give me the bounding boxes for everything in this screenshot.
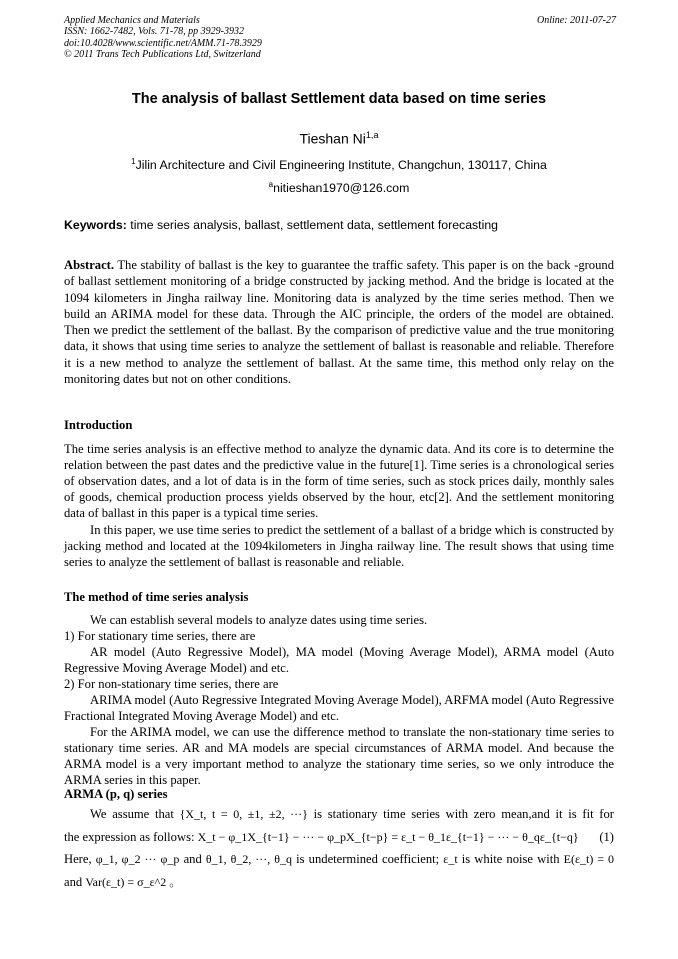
epsilon-symbol: ε_t [443, 852, 458, 866]
affiliation-superscript: 1 [131, 157, 136, 166]
arma-assumption-line [64, 806, 614, 822]
keywords-label: Keywords: [64, 218, 127, 232]
coefficient-line [64, 851, 614, 867]
introduction-heading: Introduction [64, 418, 133, 432]
abstract [64, 257, 614, 387]
method-intro: We can establish several models to analyze dates using time series. [90, 613, 428, 627]
keywords-line [64, 218, 616, 232]
white-noise-text: is white noise with [461, 852, 560, 866]
method-heading: The method of time series analysis [64, 590, 249, 604]
copyright-line: © 2011 Trans Tech Publications Ltd, Switzerland [64, 48, 261, 60]
method-item-1-text: AR model (Auto Regressive Model), MA model (Moving Average Model), ARMA model (Auto Regressive Moving Average Model) and etc. [64, 645, 614, 676]
journal-name: Applied Mechanics and Materials [64, 15, 200, 26]
arma-heading: ARMA (p, q) series [64, 787, 168, 801]
introduction-paragraph-2: In this paper, we use time series to predict the settlement of a ballast of a bridge which is constructed by jacking method and located at the 1094kilometers in Jingha railway line. The result shows that using time series to analyze the settlement of ballast is reasonable and reliable. [64, 523, 614, 570]
assume-text-a: We assume that [90, 807, 174, 821]
email-line [64, 180, 614, 195]
method-paragraph: For the ARIMA model, we can use the difference method to translate the non-stationary time series to stationary time series. AR and MA models are special circumstances of ARMA model. And because the ARMA model is a very important method to analyze the stationary time series, so we only introduce the ARMA series in this paper. [64, 725, 614, 788]
equation-line [64, 829, 614, 845]
series-set-expression: {X_t, t = 0, ±1, ±2, ···} [179, 807, 308, 821]
email-text: nitieshan1970@126.com [273, 181, 410, 196]
keywords-text: time series analysis, ballast, settlement data, settlement forecasting [130, 218, 499, 232]
and-word-2: and [64, 875, 83, 889]
issn-line: ISSN: 1662-7482, Vols. 71-78, pp 3929-3932 [64, 26, 244, 38]
method-item-1: 1) For stationary time series, there are [64, 629, 256, 643]
affiliation-text: Jilin Architecture and Civil Engineering Institute, Changchun, 130117, China [135, 158, 547, 173]
theta-coefficients: θ_1, θ_2, ···, θ_q [205, 852, 293, 866]
variance-expression: Var(ε_t) = σ_ε^2 。 [85, 875, 182, 889]
affiliation-line [64, 157, 614, 172]
expression-lead: the expression as follows: [64, 830, 195, 844]
introduction-paragraph-1: The time series analysis is an effective method to analyze the dynamic data. And its core is to determine the relation between the past dates and the predictive value in the future[1]. Time series is a chronological series of observation dates, and a lot of data is in the form of time series, such as stock prices daily, monthly sales of goods, chemical production process yields observed by the hour, etc[2]. And the settlement monitoring data of ballast in this paper is a typical time series. [64, 442, 614, 521]
equation-number: (1) [599, 830, 614, 844]
phi-coefficients: φ_1, φ_2 ··· φ_p [95, 852, 180, 866]
online-date: Online: 2011-07-27 [537, 15, 616, 26]
and-word: and [183, 852, 202, 866]
abstract-label: Abstract. [64, 258, 115, 272]
journal-header [64, 15, 616, 60]
method-item-2-text: ARIMA model (Auto Regressive Integrated Moving Average Model), ARFMA model (Auto Regressive Fractional Integrated Moving Average Model) and etc. [64, 693, 614, 724]
assume-text-b: is stationary time series with zero mean,and it is fit for [313, 807, 614, 821]
author-superscript: 1,a [365, 130, 379, 140]
paper-title: The analysis of ballast Settlement data based on time series [131, 91, 547, 107]
abstract-text: The stability of ballast is the key to guarantee the traffic safety. This paper is on the back -ground of ballast settlement monitoring of a bridge constructed by jacking method. And the bridge is located at the 1094 kilometers in Jingha railway line. Monitoring data is analyzed by the time series method. Then we build an ARIMA model for these data. Through the AIC principle, the orders of the model are obtained. Then we predict the settlement of the ballast. By the comparison of predictive value and the true monitoring data, it shows that using time series to analyze the settlement of ballast is reasonable and reliable. Therefore it is a new method to analyze the settlement of ballast. At the same time, this method only relay on the monitoring dates but not on other conditions. [64, 258, 614, 387]
author-line [64, 130, 614, 147]
method-item-2: 2) For non-stationary time series, there are [64, 677, 279, 691]
email-superscript: a [268, 180, 274, 189]
doi-line: doi:10.4028/www.scientific.net/AMM.71-78.3929 [64, 37, 262, 49]
here-label: Here, [64, 852, 92, 866]
variance-line [64, 874, 614, 890]
expectation-expression: E(ε_t) = 0 [563, 852, 615, 866]
arma-equation: X_t − φ_1X_{t−1} − ··· − φ_pX_{t−p} = ε_t − θ_1ε_{t−1} − ··· − θ_qε_{t−q} [197, 830, 579, 844]
undetermined-text: is undetermined coefficient; [296, 852, 440, 866]
author-name: Tieshan Ni [299, 130, 366, 147]
